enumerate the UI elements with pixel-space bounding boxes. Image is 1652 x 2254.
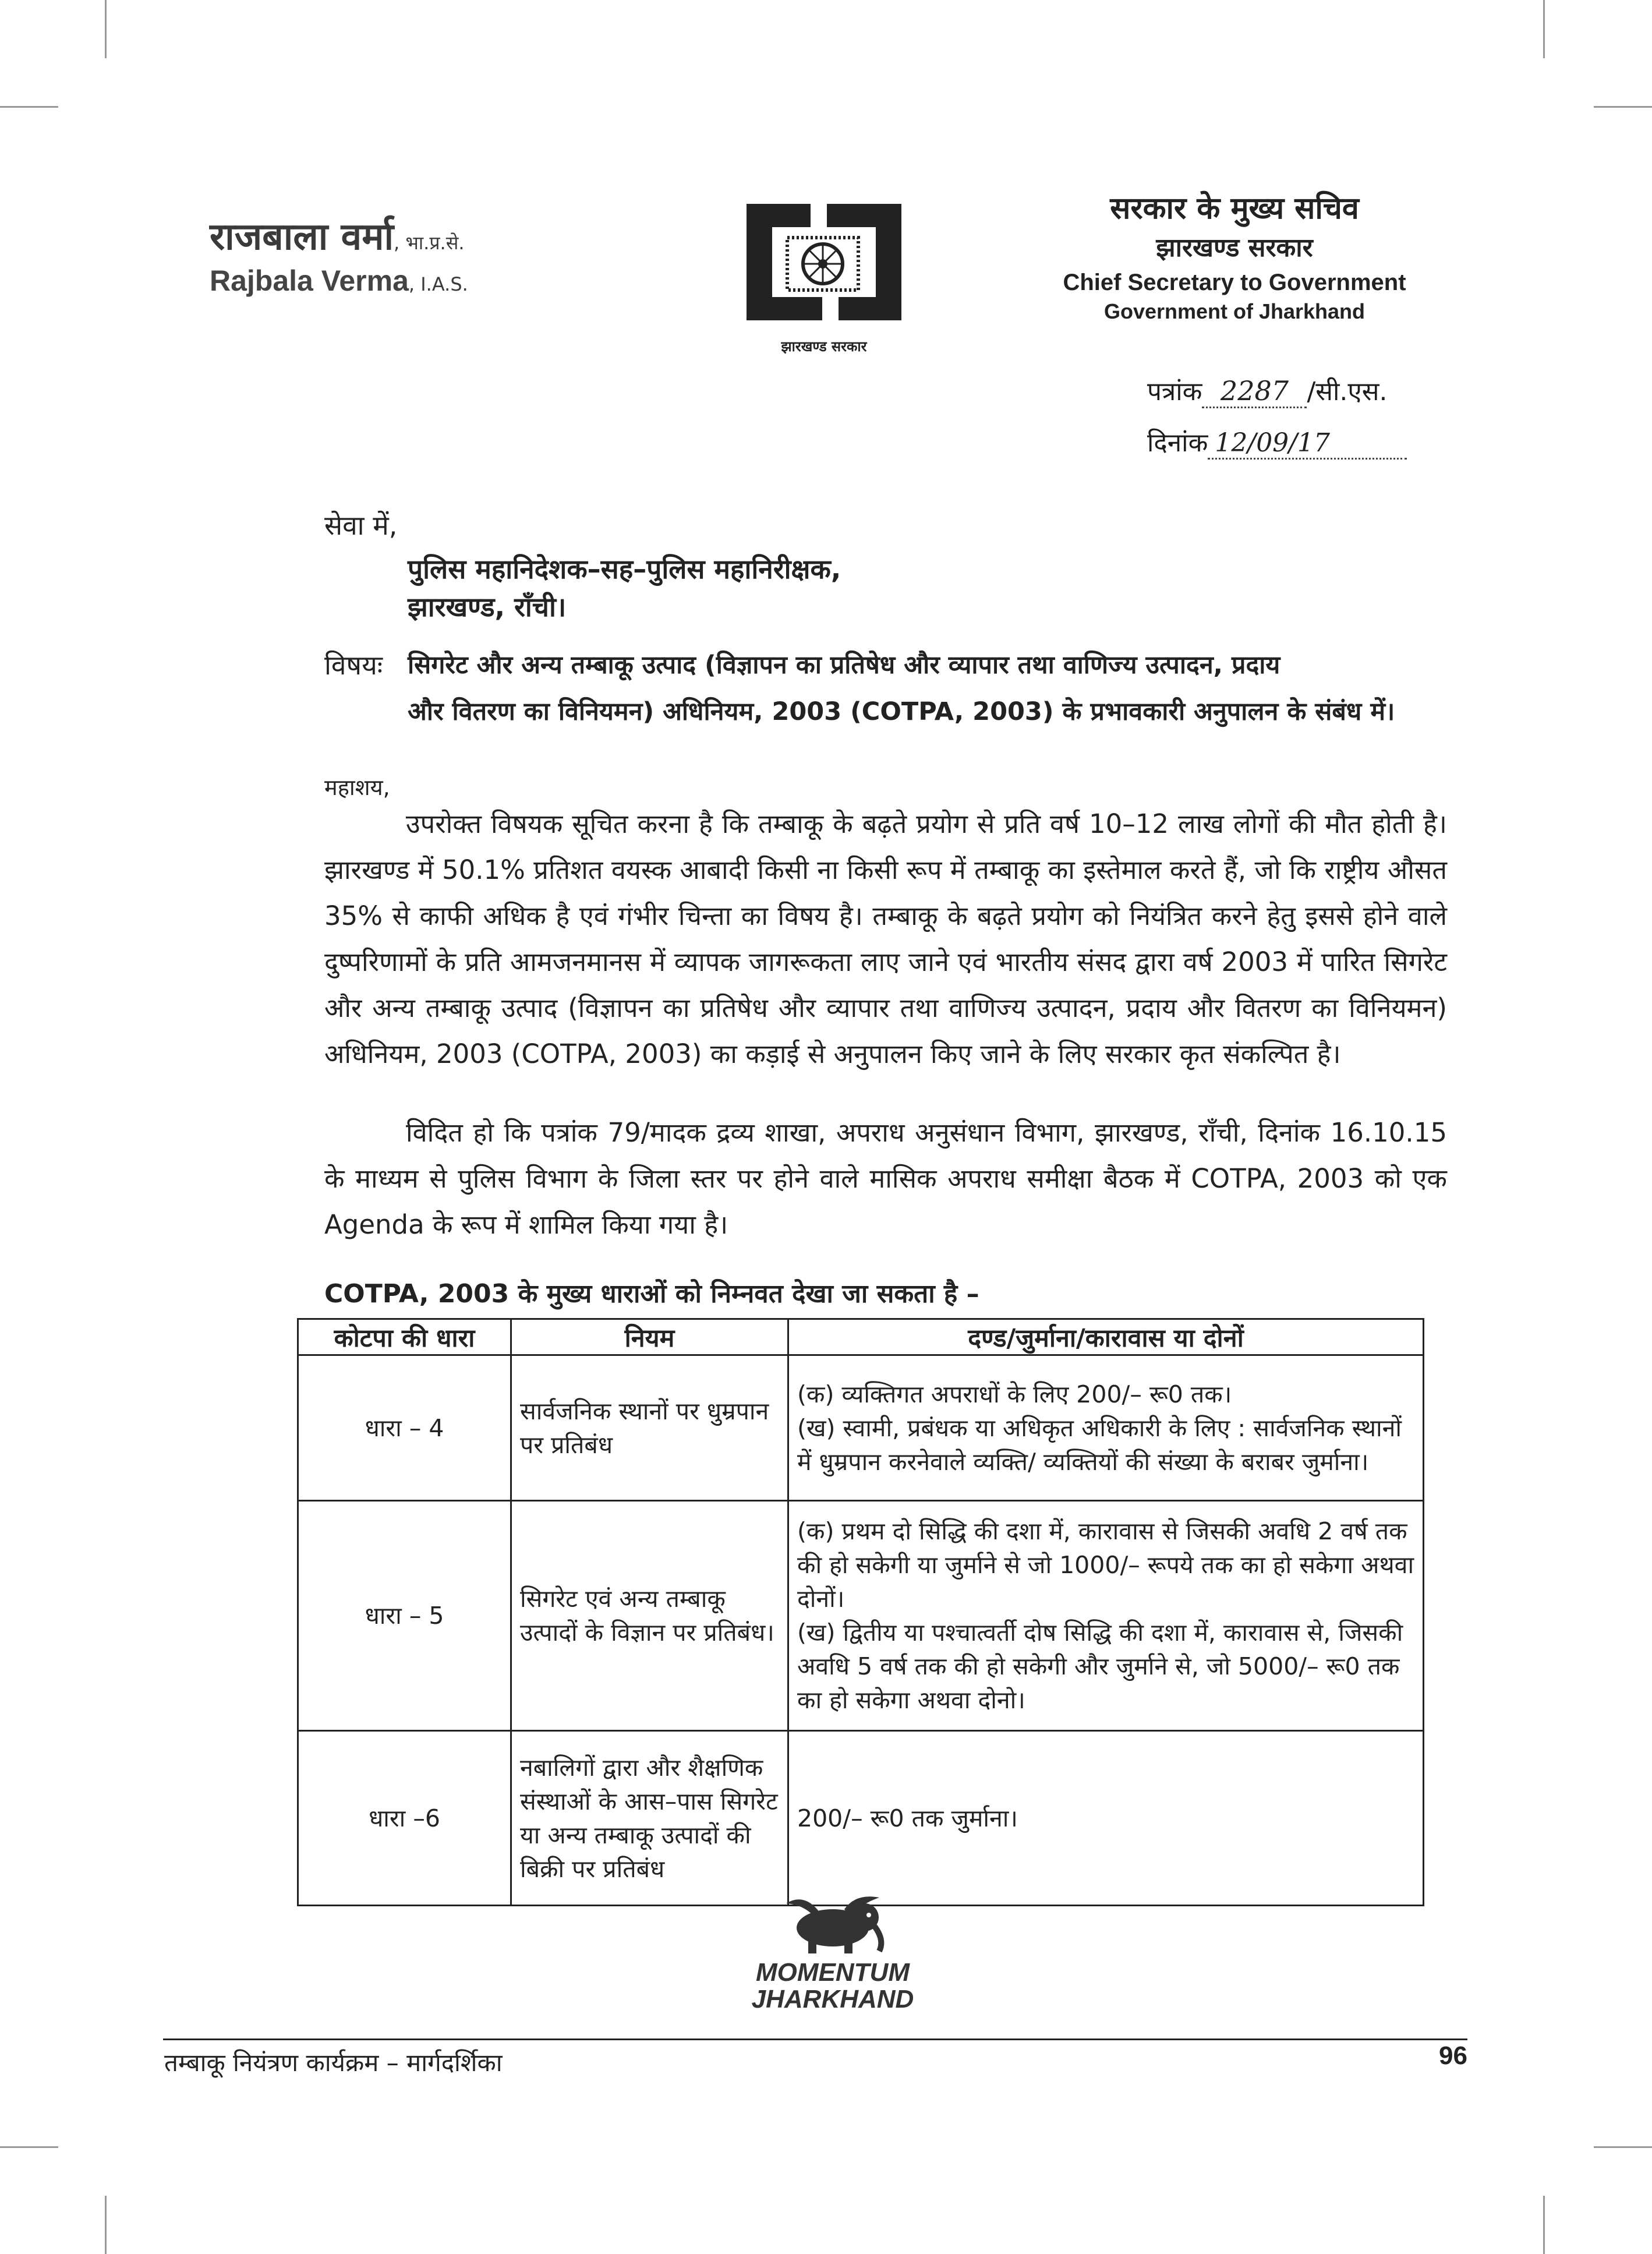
logo-line2: JHARKHAND <box>751 1985 914 2013</box>
date-label: दिनांक <box>1147 428 1208 458</box>
greeting: महाशय, <box>324 775 390 800</box>
address-line2: झारखण्ड, राँची। <box>408 591 567 623</box>
momentum-jharkhand-logo <box>722 1893 943 2013</box>
rule-cell: नबालिगों द्वारा और शैक्षणिक संस्थाओं के आस–पास सिगरेट या अन्य तम्बाकू उत्पादों की बिक्री पर प्रतिबंध <box>511 1731 788 1906</box>
penalty-cell <box>788 1501 1424 1731</box>
address-line1: पुलिस महानिदेशक–सह–पुलिस महानिरीक्षक, <box>408 553 841 585</box>
emblem-icon <box>740 198 908 332</box>
cotpa-table <box>297 1318 1424 1906</box>
crop-mark <box>1594 2146 1652 2148</box>
letter-number <box>1147 373 1387 408</box>
penalty-item: (ख) स्वामी, प्रबंधक या अधिकृत अधिकारी के लिए : सार्वजनिक स्थानों में धुम्रपान करनेवाले व्यक्ति/ व्यक्तियों की संख्या के बराबर जुर्माना। <box>797 1414 1402 1476</box>
crop-mark <box>0 2146 58 2148</box>
crop-mark <box>1543 2196 1545 2254</box>
penalty-item: (क) प्रथम दो सिद्धि की दशा में, कारावास से जिसकी अवधि 2 वर्ष तक की हो सकेगी या जुर्माने से जो 1000/– रूपये तक का हो सकेगा अथवा दोनों। <box>797 1517 1414 1613</box>
penalty-item: (क) व्यक्तिगत अपराधों के लिए 200/– रू0 तक। <box>797 1380 1232 1408</box>
paragraph-1 <box>324 801 1447 1077</box>
footer-rule <box>163 2039 1467 2040</box>
section-cell: धारा –6 <box>298 1731 511 1906</box>
emblem-caption: झारखण्ड सरकार <box>781 338 867 355</box>
table-row <box>298 1501 1424 1731</box>
page-number: 96 <box>1439 2041 1467 2070</box>
subject-label: विषयः <box>324 649 383 681</box>
subject-line1: सिगरेट और अन्य तम्बाकू उत्पाद (विज्ञापन का प्रतिषेध और व्यापार तथा वाणिज्य उत्पादन, प्रदाय <box>408 651 1280 680</box>
logo-line1: MOMENTUM <box>756 1958 910 1987</box>
header-section: कोटपा की धारा <box>298 1319 511 1355</box>
jharkhand-emblem <box>740 198 908 367</box>
letter-number-value: 2287 <box>1220 375 1289 407</box>
subject-line2: और वितरण का विनियमन) अधिनियम, 2003 (COTPA, 2003) के प्रभावकारी अनुपालन के संबंध में। <box>408 697 1395 726</box>
address-to: सेवा में, <box>324 510 398 541</box>
sender-block <box>210 210 588 298</box>
letter-number-label: पत्रांक <box>1147 377 1202 407</box>
designation-english-line1: Chief Secretary to Government <box>1063 270 1406 295</box>
designation-english-line2: Government of Jharkhand <box>1103 299 1366 323</box>
penalty-cell <box>788 1731 1424 1906</box>
paragraph-2 <box>324 1110 1447 1248</box>
paragraph-2-text: विदित हो कि पत्रांक 79/मादक द्रव्य शाखा, अपराध अनुसंधान विभाग, झारखण्ड, राँची, दिनांक 16.10.15 के माध्यम से पुलिस विभाग के जिला स्तर पर होने वाले मासिक अपराध समीक्षा बैठक में COTPA, 2003 को एक Agenda के रूप में शामिल किया गया है। <box>324 1117 1447 1240</box>
paragraph-1-text: उपरोक्त विषयक सूचित करना है कि तम्बाकू के बढ़ते प्रयोग से प्रति वर्ष 10–12 लाख लोगों की मौत होती है। झारखण्ड में 50.1% प्रतिशत वयस्क आबादी किसी ना किसी रूप में तम्बाकू का इस्तेमाल करते हैं, जो कि राष्ट्रीय औसत 35% से काफी अधिक है एवं गंभीर चिन्ता का विषय है। तम्बाकू के बढ़ते प्रयोग को नियंत्रित करने हेतु इससे होने वाले दुष्परिणामों के प्रति आमजनमानस में व्यापक जागरूकता लाए जाने एवं भारतीय संसद द्वारा वर्ष 2003 में पारित सिगरेट और अन्य तम्बाकू उत्पाद (विज्ञापन का प्रतिषेध और व्यापार तथा वाणिज्य उत्पादन, प्रदाय और वितरण का विनियमन) अधिनियम, 2003 (COTPA, 2003) का कड़ाई से अनुपालन किए जाने के लिए सरकार कृत संकल्पित है। <box>324 808 1447 1069</box>
crop-mark <box>105 0 107 58</box>
sender-name-english: Rajbala Verma <box>210 264 409 297</box>
table-row <box>298 1731 1424 1906</box>
penalty-item: (ख) द्वितीय या पश्चात्वर्ती दोष सिद्धि की दशा में, कारावास से, जिसकी अवधि 5 वर्ष तक की हो सकेगी और जुर्माने से, जो 5000/– रू0 तक का हो सकेगा अथवा दोनो। <box>797 1619 1403 1714</box>
crop-mark <box>1543 0 1545 58</box>
designation-hindi-line1: सरकार के मुख्य सचिव <box>1110 190 1359 226</box>
sender-service-english: , I.A.S. <box>408 273 468 295</box>
letter-number-suffix: /सी.एस. <box>1307 377 1388 407</box>
crop-mark <box>1594 106 1652 108</box>
table-row <box>298 1355 1424 1501</box>
penalty-cell <box>788 1355 1424 1501</box>
section-cell: धारा – 4 <box>298 1355 511 1501</box>
penalty-item: 200/– रू0 तक जुर्माना। <box>797 1804 1018 1832</box>
rule-cell: सार्वजनिक स्थानों पर धुम्रपान पर प्रतिबंध <box>511 1355 788 1501</box>
date-value: 12/09/17 <box>1215 428 1330 458</box>
table-header-row <box>298 1319 1424 1355</box>
crop-mark <box>105 2196 107 2254</box>
designation-hindi-line2: झारखण्ड सरकार <box>1156 233 1313 263</box>
sender-service-hindi: , भा.प्र.से. <box>394 232 465 254</box>
elephant-logo-icon <box>763 1893 903 1957</box>
rule-cell: सिगरेट एवं अन्य तम्बाकू उत्पादों के विज्ञान पर प्रतिबंध। <box>511 1501 788 1731</box>
letter-date <box>1147 424 1407 460</box>
footer-title: तम्बाकू नियंत्रण कार्यक्रम – मार्गदर्शिका <box>164 2048 503 2077</box>
header-rule: नियम <box>511 1319 788 1355</box>
sender-name-hindi: राजबाला वर्मा <box>210 215 394 259</box>
crop-mark <box>0 106 58 108</box>
header-penalty: दण्ड/जुर्माना/कारावास या दोनों <box>788 1319 1424 1355</box>
section-cell: धारा – 5 <box>298 1501 511 1731</box>
table-intro: COTPA, 2003 के मुख्य धाराओं को निम्नवत देखा जा सकता है – <box>324 1279 979 1309</box>
designation-block <box>1025 186 1444 324</box>
